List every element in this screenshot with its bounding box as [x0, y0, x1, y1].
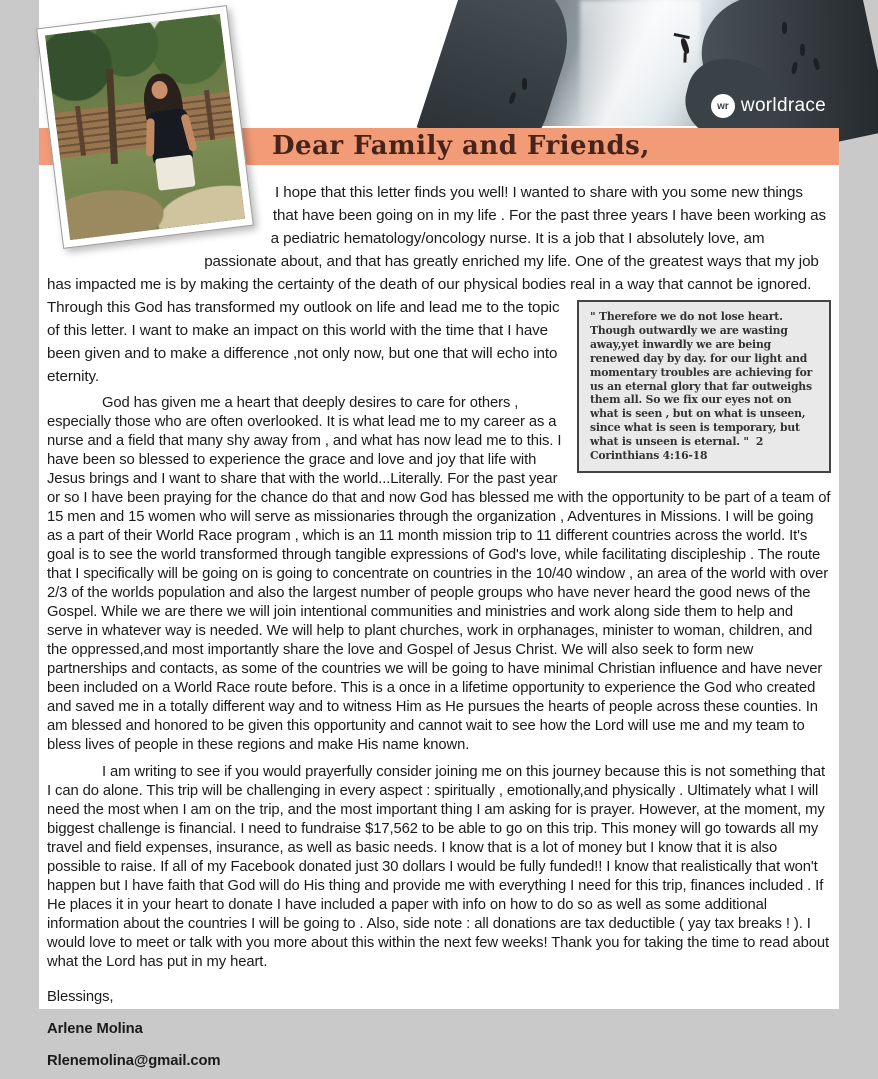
scripture-quote-box	[577, 300, 831, 473]
worldrace-logo	[711, 94, 826, 118]
climber-figure	[522, 78, 527, 90]
person-white-skirt	[155, 154, 196, 190]
letter-body	[47, 181, 831, 1079]
paragraph-3: I am writing to see if you would prayerfully consider joining me on this journey because this is not something that I can do alone. This trip will be challenging in every aspect : spiritually , emotionally,and physically . Ultimately what I will need the most when I am on the trip, and the most important thing I am asking for is prayer. However, at the moment, my biggest challenge is financial. I need to fundraise $17,562 to be able to go on this trip. This money will go towards all my travel and field expenses, insurance, as well as basic needs. I know that is a lot of money but I know that it is also possible to raise. If all of my Facebook donated just 30 dollars I would be fully funded!! I know that realistically that won't happen but I have faith that God will do His thing and provide me with everything I need for this trip, finances included . If He places it in your heart to donate I have included a paper with info on how to do so as well as some additional information about the countries I will be going to . Also, side note : all donations are tax deductible ( yay tax breaks ! ). I would love to meet or talk with you more about this within the next few weeks! Thank you for taking the time to read about what the Lord has put in my heart.	[47, 764, 830, 970]
closing-line: Blessings,	[47, 989, 114, 1005]
onlooker-figure	[800, 44, 805, 56]
letter-page	[39, 0, 839, 1069]
quote-text: " Therefore we do not lose heart. Though outwardly we are wasting away,yet inwardly we are being renewed day by day. for our light and momentary troubles are achieving for us an eternal glory that far outweighs them all. So we fix our eyes not on what is seen , but on what is unseen, since what is seen is temporary, but what is unseen is eternal. "	[590, 310, 813, 449]
paragraph-2: God has given me a heart that deeply desires to care for others , especially those who are often overlooked. It is what lead me to my career as a nurse and a field that many shy away from , and what has now lead me to this. I have been so blessed to experience the grace and love and joy that life with Jesus brings and I want to share that with the world...Literally. For the past year or so I have been praying for the chance do that and now God has blessed me with the opportunity to be part of a team of 15 men and 15 women who will serve as missionaries through the organization , Adventures in Missions. I will be going as a part of their World Race program , which is an 11 month mission trip to 11 different countries across the world. It's goal is to see the world transformed through tangible expressions of God's love, while facilitating discipleship . The route that I specifically will be going on is going to concentrate on countries in the 10/40 window , an area of the world with over 2/3 of the worlds population and also the largest number of people groups who have never heard the good news of the Gospel. While we are there we will join intentional communities and ministries and work along side them to help and serve in whatever way is needed. We will help to plant churches, work in orphanages, minister to woman, children, and the oppressed,and most importantly share the love and Gospel of Jesus Christ. We will also seek to form new partnerships and contacts, as some of the countries we will be going to have minimal Christian influence and have never been included on a World Race route before. This is a once in a lifetime opportunity to experience the God who created and saved me in a totally different way and to witness Him as He pursues the hearts of people across these counties. In am blessed and honored to be given this opportunity and cannot wait to see how the Lord will use me and my team to bless lives of people in these regions and make His name known.	[47, 395, 831, 753]
worldrace-brand-text: worldrace	[740, 95, 826, 116]
profile-photo	[45, 14, 245, 240]
waterfall-mist	[580, 0, 700, 126]
quote-reference: 2 Corinthians 4:16-18	[590, 435, 764, 463]
worldrace-mark-icon: wr	[711, 94, 735, 118]
person-arm	[146, 118, 155, 156]
signature-name: Arlene Molina	[47, 1021, 143, 1037]
signature-email: Rlenemolina@gmail.com	[47, 1053, 221, 1069]
hero-waterfall-photo	[470, 0, 836, 126]
paragraph-1-part-b: Through this God has transformed my outlook on life and lead me to the topic of this letter. I want to make an impact on this world with the time that I have been given and to make a difference ,not only now, but one that will echo into eternity.	[47, 299, 560, 385]
letter-heading: Dear Family and Friends,	[272, 131, 650, 161]
profile-photo-frame	[36, 5, 254, 249]
paragraph-1-part-a: I hope that this letter finds you well! I wanted to share with you some new things that have been going on in my life . For the past three years I have been working as a pediatric hematology/oncology nurse. It is a job that I absolutely love, am passionate about, and that has greatly enriched my life. One of the greatest ways that my job has impacted me is by making the certainty of the death of our physical bodies real in a way that cannot be ignored.	[47, 184, 826, 293]
onlooker-figure	[782, 22, 787, 34]
